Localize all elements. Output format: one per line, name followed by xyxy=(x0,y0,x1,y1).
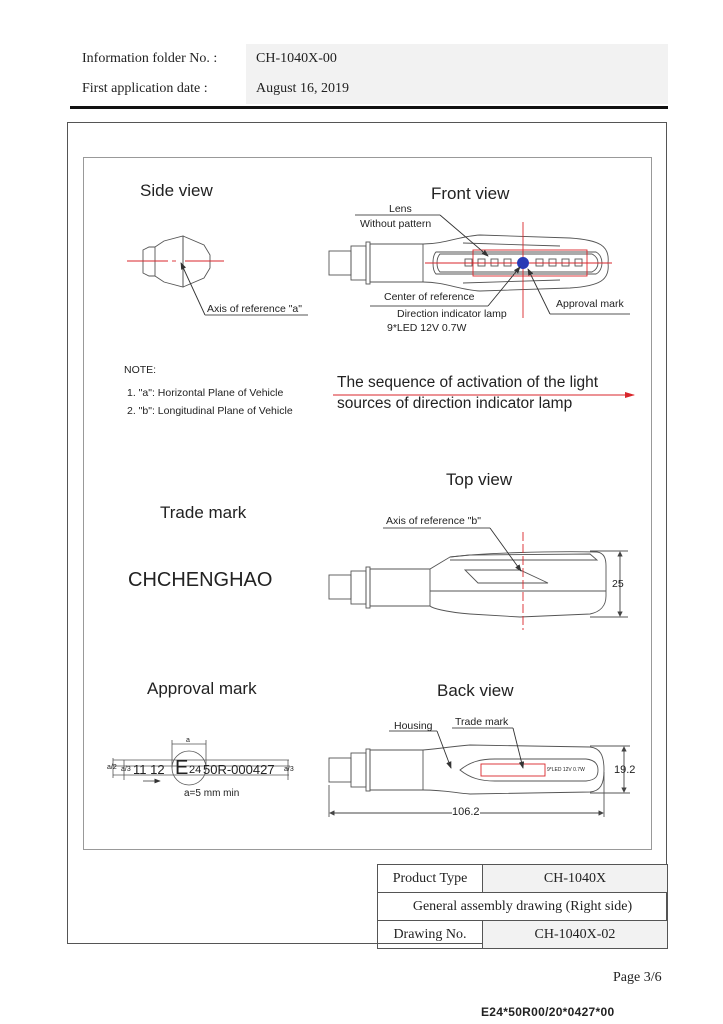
approval-prefix: 11 12 xyxy=(133,762,165,777)
date-label: First application date : xyxy=(82,81,208,96)
dim-a3-right: a/3 xyxy=(284,766,294,773)
drawing-no-value: CH-1040X-02 xyxy=(483,921,668,949)
product-type-value: CH-1040X xyxy=(483,865,668,893)
footer-approval-code: E24*50R00/20*0427*00 xyxy=(481,1005,615,1019)
title-block xyxy=(377,864,668,949)
top-view-title: Top view xyxy=(446,470,513,489)
approval-e-letter: E xyxy=(175,757,189,779)
sequence-line-2: sources of direction indicator lamp xyxy=(337,395,573,412)
product-type-label: Product Type xyxy=(378,865,483,893)
drawing-no-label: Drawing No. xyxy=(378,921,483,949)
description-row xyxy=(378,893,668,921)
length-dimension: 106.2 xyxy=(452,806,480,818)
back-view-title: Back view xyxy=(437,681,514,700)
approval-note: a=5 mm min xyxy=(184,788,240,799)
folder-label: Information folder No. : xyxy=(82,51,218,66)
dim-a3-left: a/3 xyxy=(121,766,131,773)
side-view-axis-label: Axis of reference "a" xyxy=(207,303,302,315)
height-dimension: 19.2 xyxy=(614,764,636,776)
approval-number: 50R-000427 xyxy=(203,762,275,777)
sequence-line-1: The sequence of activation of the light xyxy=(337,374,599,391)
side-view-title: Side view xyxy=(140,181,213,200)
product-type-row xyxy=(378,865,668,893)
lens-sub-label: Without pattern xyxy=(360,218,432,230)
top-view-drawing xyxy=(329,528,628,630)
dim-a: a xyxy=(186,737,190,744)
dim-a2: a/2 xyxy=(107,764,117,771)
center-of-reference-label: Center of reference xyxy=(384,291,475,303)
lens-label: Lens xyxy=(389,203,412,215)
date-value: August 16, 2019 xyxy=(246,74,668,104)
front-view-title: Front view xyxy=(431,184,510,203)
housing-label: Housing xyxy=(394,720,433,732)
top-view-axis-label: Axis of reference "b" xyxy=(386,515,481,527)
drawing-description: General assembly drawing (Right side) xyxy=(378,893,668,921)
direction-indicator-label: Direction indicator lamp xyxy=(397,308,507,320)
note-item-1: 1. "a": Horizontal Plane of Vehicle xyxy=(127,387,284,399)
lamp-spec-label: 9*LED 12V 0.7W xyxy=(387,322,467,334)
page-number: Page 3/6 xyxy=(613,970,662,985)
approval-mark-label: Approval mark xyxy=(556,298,624,310)
approval-e-number: 24 xyxy=(189,764,202,776)
folder-value: CH-1040X-00 xyxy=(246,44,668,74)
back-trade-mark-label: Trade mark xyxy=(455,716,509,728)
note-item-2: 2. "b": Longitudinal Plane of Vehicle xyxy=(127,405,293,417)
drawing-no-row xyxy=(378,921,668,949)
note-title: NOTE: xyxy=(124,364,157,376)
top-view-dimension: 25 xyxy=(612,578,624,590)
approval-mark-title: Approval mark xyxy=(147,679,257,698)
approval-mark-dot xyxy=(518,258,529,269)
trade-mark-value: CHCHENGHAO xyxy=(128,569,273,591)
back-spec-small: 9*LED 12V 0.7W xyxy=(547,767,585,773)
trade-mark-title: Trade mark xyxy=(160,503,247,522)
